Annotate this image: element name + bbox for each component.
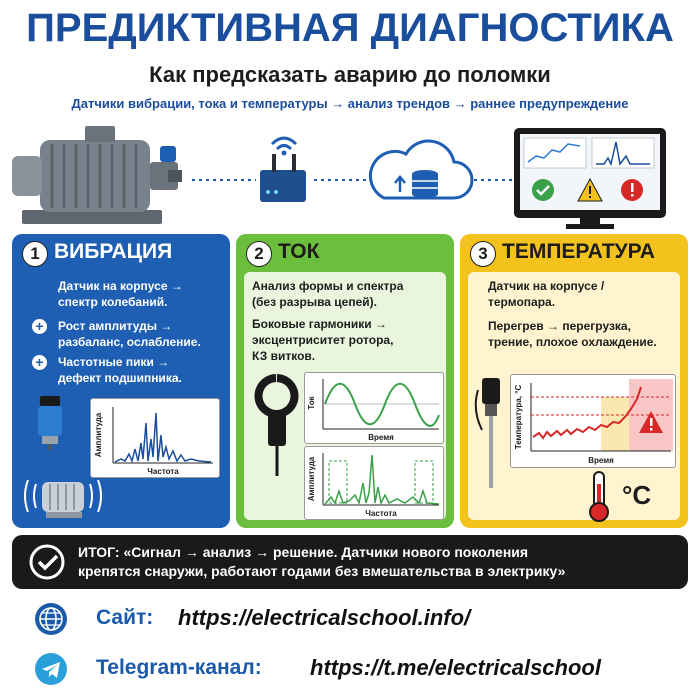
vibration-line-1: Датчик на корпусе → [58, 279, 183, 293]
check-icon [532, 179, 554, 201]
chart-ylabel: Температура, °С [514, 384, 523, 450]
current-panel [236, 234, 454, 528]
summary-line-1: ИТОГ: «Сигнал → анализ → решение. Датчики нового поколения [78, 544, 529, 560]
panel-number: 2 [246, 241, 272, 267]
temperature-line-1: Датчик на корпусе / [488, 279, 605, 293]
site-link-row [0, 598, 700, 642]
site-url-link[interactable]: https://electricalschool.info/ [178, 605, 471, 630]
panel-title: ТОК [278, 240, 320, 263]
page-tagline: Датчики вибрации, тока и температуры → анализ трендов → раннее предупреждение [71, 96, 629, 111]
chart-ylabel: Амплитуда [94, 412, 103, 458]
monitor-dashboard-icon [514, 128, 666, 229]
celsius-unit: °C [622, 480, 652, 510]
page-subtitle: Как предсказать аварию до поломки [149, 62, 551, 87]
plus-icon: + [32, 355, 47, 370]
error-icon [621, 179, 643, 201]
vibration-line-6: дефект подшипника. [58, 371, 182, 385]
current-waveform-chart [304, 372, 444, 444]
current-line-3: Боковые гармоники → [252, 317, 387, 331]
summary-banner [12, 535, 688, 589]
chart-xlabel: Частота [365, 509, 397, 518]
cloud-database-icon [370, 141, 472, 198]
temperature-line-3: Перегрев → перегрузка, [488, 319, 631, 333]
current-line-2: (без разрыва цепей). [252, 295, 377, 309]
temperature-line-2: термопара. [488, 295, 556, 309]
thermometer-icon [584, 470, 614, 524]
telegram-label: Telegram-канал: [96, 656, 262, 679]
site-label: Сайт: [96, 606, 154, 629]
current-spectrum-chart [304, 446, 444, 520]
system-illustration [0, 118, 700, 230]
current-clamp-icon [252, 372, 302, 482]
vibration-panel [12, 234, 230, 528]
globe-icon [34, 602, 68, 636]
summary-line-2: крепятся снаружи, работают годами без вмешательства в электрику» [78, 563, 566, 579]
current-line-5: КЗ витков. [252, 349, 316, 363]
chart-xlabel: Время [368, 433, 394, 442]
panel-number: 3 [470, 241, 496, 267]
motor-icon [12, 126, 182, 224]
vibration-line-2: спектр колебаний. [58, 295, 168, 309]
page-title: ПРЕДИКТИВНАЯ ДИАГНОСТИКА [26, 6, 674, 50]
chart-ylabel: Ток [307, 396, 316, 410]
panel-title: ВИБРАЦИЯ [54, 240, 173, 263]
temperature-panel [460, 234, 688, 528]
telegram-icon [34, 652, 68, 686]
temperature-line-4: трение, плохое охлаждение. [488, 335, 657, 349]
panel-title: ТЕМПЕРАТУРА [502, 240, 655, 263]
vibration-line-4: разбаланс, ослабление. [58, 335, 201, 349]
gateway-icon [260, 138, 306, 202]
vibration-line-5: Частотные пики → [58, 355, 170, 369]
check-circle-icon [28, 543, 66, 581]
current-line-4: эксцентриситет ротора, [252, 333, 394, 347]
panel-number: 1 [22, 241, 48, 267]
temperature-trend-chart [510, 374, 676, 468]
vibration-sensor-icon [30, 392, 70, 452]
chart-xlabel: Время [588, 456, 614, 465]
plus-icon: + [32, 319, 47, 334]
thermocouple-icon [472, 374, 512, 494]
chart-xlabel: Частота [147, 467, 179, 476]
vibration-spectrum-chart [90, 398, 220, 478]
chart-ylabel: Амплитуда [307, 456, 316, 502]
telegram-url-link[interactable]: https://t.me/electricalschool [310, 655, 601, 680]
vibration-line-3: Рост амплитуды → [58, 319, 173, 333]
current-line-1: Анализ формы и спектра [252, 279, 404, 293]
telegram-link-row [0, 648, 700, 692]
summary-text [78, 543, 678, 581]
